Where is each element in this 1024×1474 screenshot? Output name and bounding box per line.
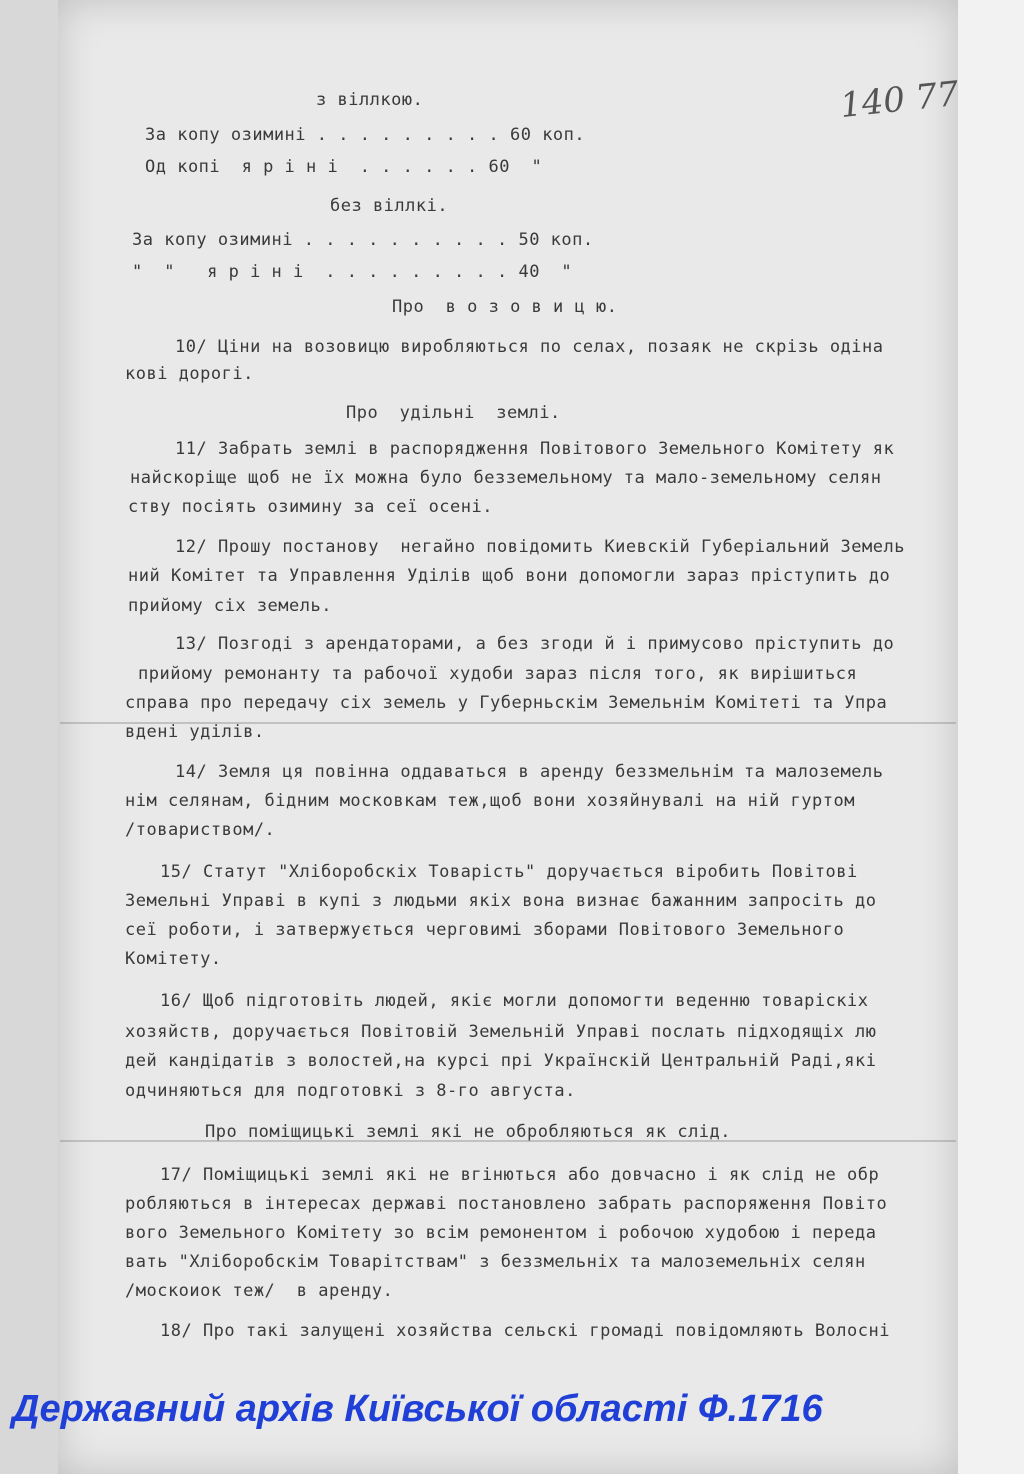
text-line: вого Земельного Комітету зо всім ремонентом і робочою худобою і переда	[125, 1223, 877, 1243]
text-line: 13/ Позгоді з арендаторами, а без згоди й і примусово пріступить до	[175, 634, 895, 654]
text-line: 15/ Статут "Хліборобскіх Товарість" доручається віробить Повітові	[160, 862, 858, 882]
scan-border-left	[0, 0, 58, 1474]
text-line: нім селянам, бідним московкам теж,щоб вони хозяйнувалі на ній гуртом	[125, 791, 855, 811]
text-line: прийому ремонанту та рабочої худоби зараз після того, як вирішиться	[138, 664, 858, 684]
text-line: " " я р і н і . . . . . . . . . 40 "	[132, 262, 573, 282]
text-line: 14/ Земля ця повінна оддаваться в аренду беззмельнім та малоземель	[175, 762, 884, 782]
text-line: Комітету.	[125, 949, 222, 969]
text-line: 12/ Прошу постанову негайно повідомить Киевскій Губеріальний Земель	[175, 537, 905, 557]
archive-watermark: Державний архів Київської області Ф.1716	[12, 1388, 823, 1430]
text-line: справа про передачу сіх земель у Губерньскім Земельнім Комітеті та Упра	[125, 693, 888, 713]
text-line: 17/ Поміщицькі землі які не вгінються або довчасно і як слід не обр	[160, 1165, 880, 1185]
text-line: За копу озимині . . . . . . . . . . 50 коп.	[132, 230, 594, 250]
text-line: Од копі я р і н і . . . . . . 60 "	[145, 157, 543, 177]
text-line: з віллкою.	[316, 90, 424, 110]
text-line: вать "Хліборобскім Товарітствам" з беззмельніх та малоземельніх селян	[125, 1252, 866, 1272]
text-line: прийому сіх земель.	[128, 596, 332, 616]
text-line: За копу озимині . . . . . . . . . 60 коп.	[145, 125, 586, 145]
text-line: ству посіять озимину за сеї осені.	[128, 497, 493, 517]
text-line: дей кандідатів з волостей,на курсі прі Українскій Центральній Раді,які	[125, 1051, 877, 1071]
scan-border-right	[958, 0, 1024, 1474]
text-line: сеї роботи, і затвержується черговимі зборами Повітового Земельного	[125, 920, 845, 940]
text-line: Про в о з о в и ц ю.	[392, 297, 618, 317]
text-line: кові дорогі.	[125, 364, 254, 384]
text-line: одчиняються для подготовкі з 8-го августа.	[125, 1081, 576, 1101]
text-line: ний Комітет та Управлення Уділів щоб вони допомогли зараз пріступить до	[128, 566, 891, 586]
text-line: Про удільні землі.	[346, 403, 561, 423]
text-line: 10/ Ціни на возовицю виробляються по селах, позаяк не скрізь одіна	[175, 337, 884, 357]
text-line: Земельні Управі в купі з людьми якіх вона визнає бажанним запросіть до	[125, 891, 877, 911]
text-line: 16/ Щоб підготовіть людей, якіє могли допомогти веденню товаріскіх	[160, 991, 869, 1011]
text-line: без віллкі.	[330, 196, 449, 216]
text-line: 11/ Забрать землі в распорядження Повітового Земельного Комітету як	[175, 439, 895, 459]
text-line: хозяйств, доручається Повітовій Земельній Управі послать підходящіх лю	[125, 1022, 877, 1042]
text-line: вдені уділів.	[125, 722, 265, 742]
handwritten-page-number: 140 77	[838, 73, 961, 127]
text-line: 18/ Про такі залущені хозяйства сельскі громаді повідомляють Волосні	[160, 1321, 890, 1341]
text-line: Про поміщицькі землі які не обробляються як слід.	[205, 1122, 732, 1142]
text-line: найскоріще щоб не їх можна було безземельному та мало-земельному селян	[130, 468, 882, 488]
text-line: робляються в інтересах державі постановлено забрать распоряження Повіто	[125, 1194, 888, 1214]
text-line: /москоиок теж/ в аренду.	[125, 1281, 394, 1301]
text-line: /товариством/.	[125, 820, 276, 840]
